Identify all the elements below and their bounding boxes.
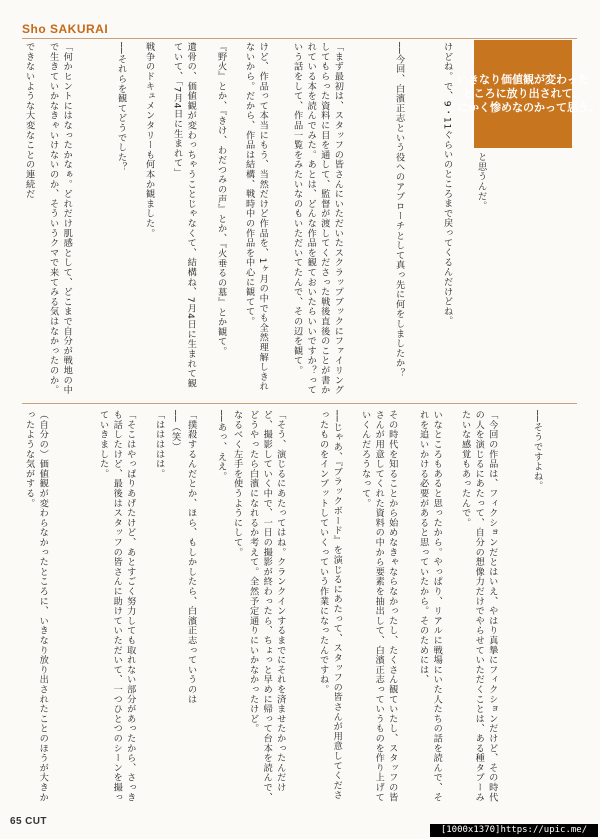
text-block bbox=[290, 42, 390, 397]
text-block bbox=[246, 410, 316, 805]
text-block bbox=[170, 42, 214, 397]
body-text: できないような大変なことの連続だ bbox=[23, 42, 35, 199]
body-text: ──（笑） bbox=[169, 410, 181, 452]
text-block bbox=[22, 42, 46, 397]
text-block bbox=[416, 410, 458, 805]
text-block bbox=[530, 410, 574, 805]
body-text: なるべく左手を使うようにして。 bbox=[231, 410, 243, 557]
text-block bbox=[142, 42, 170, 397]
body-text: 「まず最初は、スタッフの皆さんにいただいたスクラップブックにファイリングしてもらった資料に目を通して、監督が渡してくださった戦後直後のことが書かれている本を読んでみた。あとは、どんな作品を観ておいたらいいですか？っていう話をして、作品一覧をみたいなのもいただいてたんで、その辺を観て。 bbox=[291, 42, 344, 395]
lead-quote-box bbox=[446, 40, 600, 148]
body-text: 「そこはやっぱりあげたけど、あとすごく努力しても取れない部分があったから、さっきも話したけど、最後はスタッフの皆さんに助けていただいて、一つひとつのシーンを撮っていきました。 bbox=[97, 410, 136, 802]
body-text: （自分の）価値観が変わらなかったところに、いきなり放り出されたことのほうが大きかったような気がする。 bbox=[23, 410, 49, 802]
body-text: と思うんだ。 bbox=[475, 152, 487, 211]
body-text: 「ははははは。 bbox=[153, 410, 165, 479]
body-text: 「何かヒントにはなったかなぁ。どれだけ肌感として、どこまで自分が戦地の中で生きていかなきゃいけないのか、そういうクマで来てみる気はなかったのか。 bbox=[47, 42, 73, 395]
body-text: 「今回の作品は、フィクションだとはいえ、やはり真摯にフィクションだけど、その時代の人を演じるにあたって、自分の想像力だけでやらせていただくことは、ある種タブーみたいな感覚もあったんで。 bbox=[459, 410, 498, 802]
watermark: [1000x1370]https://upic.me/ bbox=[430, 824, 598, 837]
header-name: Sho SAKURAI bbox=[22, 22, 109, 36]
section-divider bbox=[22, 403, 577, 404]
lead-line: ところに放り出されて、 bbox=[462, 87, 584, 100]
text-block bbox=[358, 410, 416, 805]
text-block bbox=[316, 410, 358, 805]
text-block bbox=[230, 410, 246, 805]
body-text: 「撲殺するんだとか、ほら、もしかしたら、白濱正志っていうのは bbox=[185, 410, 197, 704]
text-block bbox=[214, 42, 242, 397]
body-text: 遺骨の、価値観が変わっちゃうことじゃなくて、結構ね、7月4日に生まれて観ていて、「7月4日に生まれて」 bbox=[171, 42, 197, 389]
text-block bbox=[168, 410, 184, 805]
text-block bbox=[152, 410, 168, 805]
body-text: その時代を知ることから始めなきゃならなかったし、たくさん観ていたし、スタッフの皆さんが用意してくれた資料の中から要素を抽出して、白濱正志っていうものを作り上げていくんだろうなって。 bbox=[359, 410, 398, 802]
body-text: ──そうですよね。 bbox=[531, 410, 543, 491]
text-block bbox=[242, 42, 288, 397]
lead-quote bbox=[446, 40, 600, 148]
body-text: いなところもあると思ったから。やっぱり、リアルに戦場にいた人たちの話を読んで、それを追いかける必要があると思っていたから。そのためには、 bbox=[417, 410, 443, 802]
lead-line: いきなり価値観が変わった bbox=[457, 73, 589, 86]
text-block bbox=[184, 410, 214, 805]
interview-question: ──じゃあ、『ブラックボード』を演じるにあたって、スタッフの皆さんが用意してくださったものをインプットしていくっていう作業になったんですね。 bbox=[317, 410, 343, 800]
interview-question: ──今回、白濱正志という役へのアプローチとして真っ先に何をしましたか？ bbox=[393, 42, 405, 378]
lead-line: とにかく惨めなのかって思う。 bbox=[446, 101, 600, 114]
text-block bbox=[214, 410, 230, 805]
text-block bbox=[96, 410, 152, 805]
text-block bbox=[458, 410, 530, 805]
body-text: 戦争のドキュメンタリーも何本か観ました。 bbox=[143, 42, 155, 238]
body-text: けど、作品って本当にもう、当然だけど作品を、1ヶ月の中でも全然理解しきれないから。だから、作品は結構、戦時中の作品を中心に観てて。 bbox=[243, 42, 269, 392]
page-number: 65 CUT bbox=[10, 816, 47, 827]
body-text: 「そう、演じるにあたってはね。クランクインするまでにそれを済ませたかったんだけど、撮影していく中で、一日の撮影が終わったら、ちょっと早めに帰って台本を読んで、どうやったら白濱になれるか考えて。全然予定通りにいかなかったけど。 bbox=[247, 410, 286, 802]
interview-question: ──それらを観てどうでした？ bbox=[115, 42, 127, 172]
text-block bbox=[474, 152, 572, 397]
body-text: ──あっ、ええ。 bbox=[215, 410, 227, 482]
text-block bbox=[22, 410, 96, 805]
header-rule bbox=[22, 38, 577, 39]
body-text: けどね。で、9・11ぐらいのところまで戻ってくるんだけどね。 bbox=[441, 42, 453, 326]
text-block bbox=[46, 42, 114, 397]
body-text: 『野火』とか、『きけ、わだつみの声』とか、『火垂るの墓』とか観て。 bbox=[215, 42, 227, 357]
text-block bbox=[392, 42, 440, 397]
text-block bbox=[440, 42, 470, 397]
text-block bbox=[114, 42, 142, 397]
